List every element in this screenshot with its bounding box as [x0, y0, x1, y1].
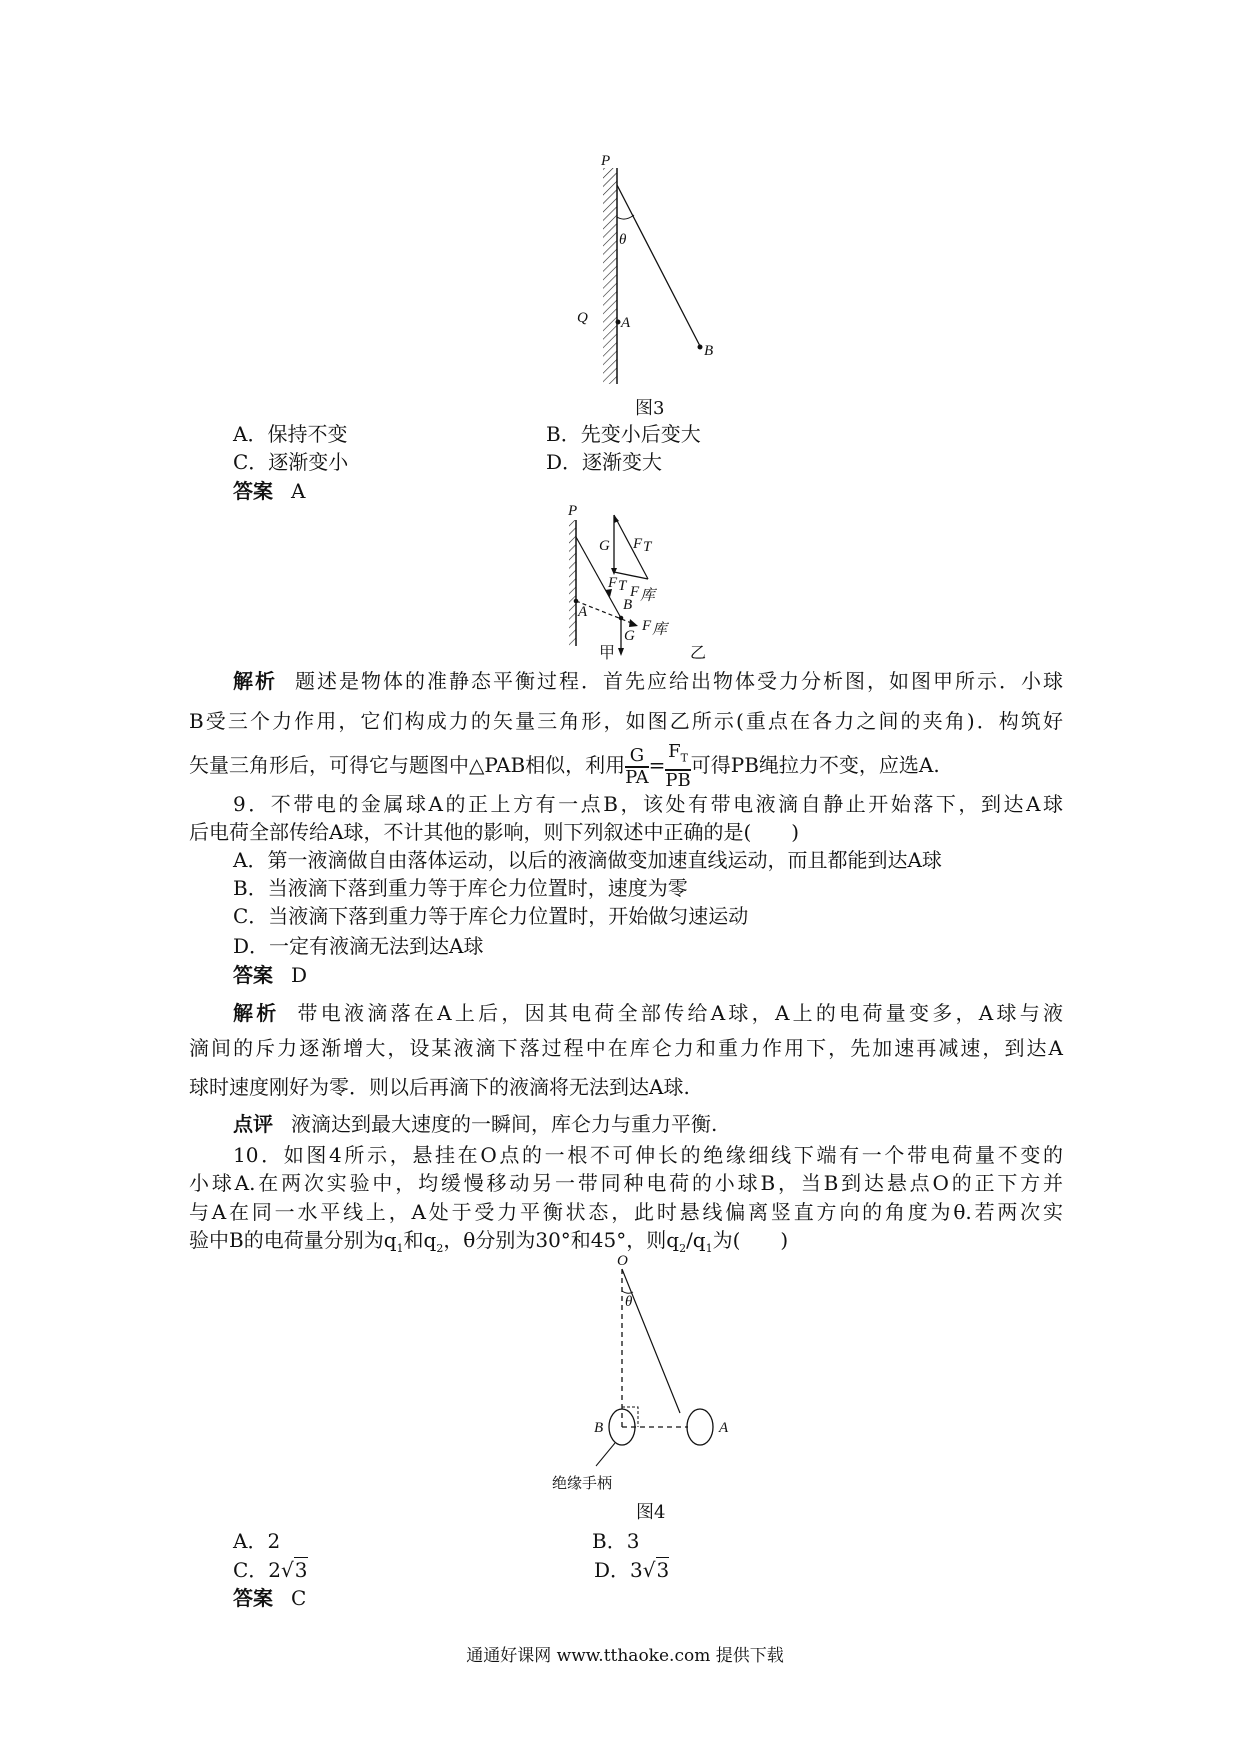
svg-text:库: 库	[640, 588, 656, 604]
svg-text:A: A	[719, 1420, 729, 1436]
svg-text:θ: θ	[625, 1294, 633, 1310]
q8-option-c: C．逐渐变小	[233, 450, 349, 474]
q8-analysis-line2: B受三个力作用，它们构成力的矢量三角形，如图乙所示(重点在各力之间的夹角)．构筑好	[189, 709, 1063, 733]
q8-option-a: A．保持不变	[233, 422, 348, 446]
q9-stem-2: 后电荷全部传给A球，不计其他的影响，则下列叙述中正确的是( )	[189, 820, 800, 844]
label-q: Q	[577, 310, 588, 326]
svg-text:F: F	[608, 575, 618, 591]
svg-text:F: F	[642, 618, 652, 634]
point-a	[616, 320, 621, 325]
q10-option-c: C．2√3	[233, 1558, 308, 1582]
q9-option-c: C．当液滴下落到重力等于库仑力位置时，开始做匀速运动	[233, 904, 749, 928]
figure-4-caption: 图4	[636, 1502, 666, 1523]
q10-option-d: D．3√3	[594, 1558, 670, 1582]
q10-stem-1: 10．如图4所示，悬挂在O点的一根不可伸长的绝缘细线下端有一个带电荷量不变的	[233, 1143, 1063, 1167]
svg-text:B: B	[623, 597, 633, 613]
q8-option-d: D．逐渐变大	[546, 450, 663, 474]
angle-arc	[617, 215, 634, 219]
svg-text:P: P	[568, 503, 578, 519]
fraction-g-pa: $\frac{G}{PA}$	[625, 744, 649, 788]
label-theta: θ	[619, 232, 627, 248]
wall-hatch	[603, 168, 617, 384]
fraction-ft-pb: $\frac{F_T}{PB}$	[665, 741, 691, 791]
svg-text:O: O	[617, 1253, 628, 1269]
svg-text:F: F	[633, 536, 643, 552]
q9-analysis-1: 解析 带电液滴落在A上后，因其电荷全部传给A球，A上的电荷量变多，A球与液	[233, 1001, 1063, 1025]
q9-answer: 答案 D	[233, 963, 308, 987]
q10-option-b: B．3	[592, 1529, 640, 1553]
q8-analysis-line1: 解析 题述是物体的准静态平衡过程．首先应给出物体受力分析图，如图甲所示．小球	[233, 669, 1063, 693]
q10-option-a: A．2	[233, 1529, 281, 1553]
q9-stem-1: 9．不带电的金属球A的正上方有一点B，该处有带电液滴自静止开始落下，到达A球	[233, 792, 1063, 816]
svg-text:库: 库	[652, 622, 668, 638]
svg-text:B: B	[594, 1420, 604, 1436]
fig-jia-caption: 甲	[599, 643, 616, 662]
q10-stem-4: 验中B的电荷量分别为$q_1$和$q_2$，θ分别为30°和45°，则$q_2/q_1$为( )	[189, 1228, 789, 1255]
svg-text:G: G	[599, 538, 610, 554]
svg-text:F: F	[630, 584, 640, 600]
q9-comment: 点评 液滴达到最大速度的一瞬间，库仑力与重力平衡.	[233, 1112, 718, 1136]
footer-source: 通通好课网 www.tthaoke.com 提供下载	[466, 1646, 784, 1666]
label-a: A	[621, 315, 631, 331]
q9-option-b: B．当液滴下落到重力等于库仑力位置时，速度为零	[233, 876, 688, 900]
q9-option-d: D．一定有液滴无法到达A球	[233, 934, 484, 958]
q9-option-a: A．第一液滴做自由落体运动，以后的液滴做变加速直线运动，而且都能到达A球	[233, 848, 942, 872]
q8-option-b: B．先变小后变大	[546, 422, 701, 446]
label-p: P	[601, 153, 611, 169]
q9-analysis-3: 球时速度刚好为零．则以后再滴下的液滴将无法到达A球.	[189, 1075, 690, 1099]
force-diagram	[567, 503, 670, 656]
q9-analysis-2: 滴间的斥力逐渐增大，设某液滴下落过程中在库仑力和重力作用下，先加速再减速，到达A	[189, 1036, 1063, 1060]
svg-text:T: T	[618, 578, 627, 594]
q10-stem-3: 与A在同一水平线上，A处于受力平衡状态，此时悬线偏离竖直方向的角度为θ.若两次实	[189, 1200, 1063, 1224]
q10-answer: 答案 C	[233, 1586, 307, 1610]
handle-label: 绝缘手柄	[552, 1474, 613, 1492]
point-b	[698, 345, 703, 350]
label-b: B	[704, 343, 714, 359]
svg-text:T: T	[643, 539, 652, 555]
figure-3-caption: 图3	[635, 398, 665, 419]
svg-text:A: A	[578, 604, 588, 620]
q8-analysis-line3: 矢量三角形后，可得它与题图中△PAB相似，利用 $\frac{G}{PA}$ = $\frac{F_T}{PB}$ 可得PB绳拉力不变，应选A.	[189, 741, 940, 791]
svg-text:G: G	[624, 628, 635, 644]
figure-4-diagram	[594, 1253, 729, 1466]
q10-stem-2: 小球A.在两次实验中，均缓慢移动另一带同种电荷的小球B，当B到达悬点O的正下方并	[189, 1171, 1063, 1195]
fig-yi-caption: 乙	[690, 643, 707, 662]
q8-answer: 答案 A	[233, 479, 306, 503]
